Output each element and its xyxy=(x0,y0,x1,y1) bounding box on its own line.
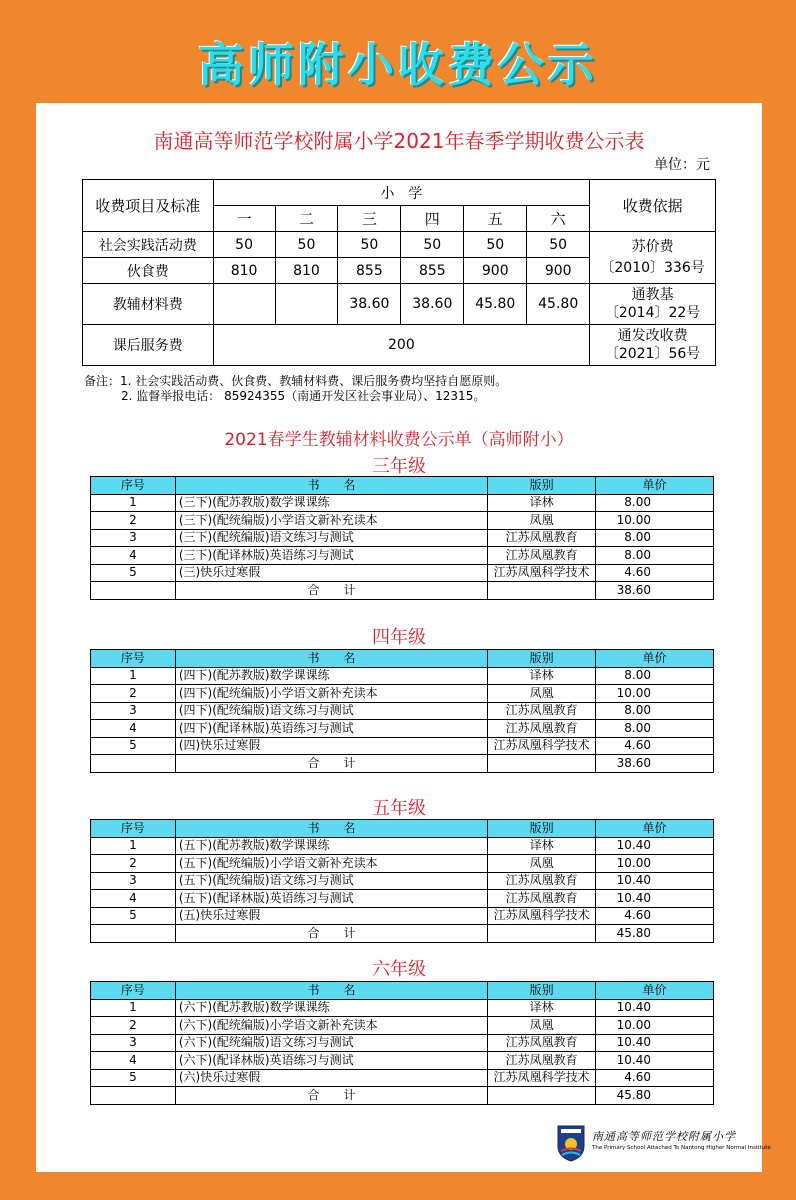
book-table-grade-4 xyxy=(90,649,714,773)
total-label: 合 计 xyxy=(175,582,487,600)
row-price: 8.00 xyxy=(596,667,714,685)
fee-value: 50 xyxy=(401,232,464,258)
fee-basis-line: 〔2010〕336号 xyxy=(600,259,705,276)
table-row xyxy=(91,1069,714,1087)
row-name: (四下)(配统编版)语文练习与测试 xyxy=(175,702,487,720)
row-publisher: 江苏凤凰教育 xyxy=(488,529,596,547)
row-name: (六)快乐过寒假 xyxy=(175,1069,487,1087)
total-blank xyxy=(488,755,596,773)
grade-header: 六 xyxy=(527,206,590,232)
total-blank xyxy=(91,1087,176,1105)
row-publisher: 凤凰 xyxy=(488,685,596,703)
header-publisher: 版别 xyxy=(488,650,596,668)
table-row xyxy=(91,1034,714,1052)
fee-value: 38.60 xyxy=(338,284,401,325)
row-no: 3 xyxy=(91,872,176,890)
fee-item-label: 教辅材料费 xyxy=(83,284,214,325)
row-price: 8.00 xyxy=(596,547,714,565)
header-publisher: 版别 xyxy=(488,982,596,1000)
row-publisher: 江苏凤凰教育 xyxy=(488,872,596,890)
header-price: 单价 xyxy=(596,982,714,1000)
row-price: 10.00 xyxy=(596,685,714,703)
row-publisher: 译林 xyxy=(488,837,596,855)
book-table-grade-5 xyxy=(90,819,714,943)
school-emblem-icon xyxy=(556,1124,586,1162)
total-blank xyxy=(488,925,596,943)
fee-value: 50 xyxy=(275,232,338,258)
grade-header: 三 xyxy=(338,206,401,232)
table-row xyxy=(91,720,714,738)
row-no: 4 xyxy=(91,720,176,738)
grade-title: 三年级 xyxy=(372,456,426,477)
row-name: (五下)(配统编版)小学语文新补充读本 xyxy=(175,855,487,873)
fee-value: 45.80 xyxy=(464,284,527,325)
row-price: 10.40 xyxy=(596,999,714,1017)
row-no: 1 xyxy=(91,667,176,685)
row-price: 8.00 xyxy=(596,720,714,738)
table-row xyxy=(91,872,714,890)
grade-title: 四年级 xyxy=(372,627,426,648)
header-price: 单价 xyxy=(596,820,714,838)
grade-title: 六年级 xyxy=(372,959,426,980)
fee-basis-line: 〔2014〕22号 xyxy=(604,305,701,321)
row-no: 4 xyxy=(91,1052,176,1070)
row-name: (三下)(配苏教版)数学课课练 xyxy=(175,494,487,512)
fee-basis-line: 〔2021〕56号 xyxy=(604,346,701,362)
row-price: 8.00 xyxy=(596,702,714,720)
row-name: (五下)(配苏教版)数学课课练 xyxy=(175,837,487,855)
row-name: (四下)(配统编版)小学语文新补充读本 xyxy=(175,685,487,703)
table-header-row xyxy=(91,477,714,495)
fee-table xyxy=(82,179,716,366)
header-price: 单价 xyxy=(596,477,714,495)
row-name: (四)快乐过寒假 xyxy=(175,737,487,755)
row-publisher: 江苏凤凰科学技术 xyxy=(488,737,596,755)
row-price: 10.00 xyxy=(596,512,714,530)
table-row xyxy=(91,737,714,755)
row-price: 10.40 xyxy=(596,872,714,890)
row-no: 2 xyxy=(91,1017,176,1035)
fee-item-label: 课后服务费 xyxy=(83,325,214,366)
total-row xyxy=(91,755,714,773)
header-name: 书 名 xyxy=(175,820,487,838)
total-blank xyxy=(488,1087,596,1105)
total-blank xyxy=(91,582,176,600)
row-no: 4 xyxy=(91,890,176,908)
row-publisher: 江苏凤凰教育 xyxy=(488,547,596,565)
row-price: 8.00 xyxy=(596,494,714,512)
row-price: 10.40 xyxy=(596,837,714,855)
table-row xyxy=(91,529,714,547)
total-value: 45.80 xyxy=(596,925,714,943)
fee-basis-3 xyxy=(590,325,716,366)
table-row xyxy=(91,837,714,855)
row-price: 4.60 xyxy=(596,737,714,755)
total-label: 合 计 xyxy=(175,755,487,773)
row-name: (六下)(配统编版)语文练习与测试 xyxy=(175,1034,487,1052)
total-row xyxy=(91,1087,714,1105)
total-row xyxy=(91,582,714,600)
fee-value: 50 xyxy=(464,232,527,258)
fee-table-title: 南通高等师范学校附属小学2021年春季学期收费公示表 xyxy=(153,129,645,153)
row-name: (五下)(配统编版)语文练习与测试 xyxy=(175,872,487,890)
fee-value: 50 xyxy=(338,232,401,258)
row-publisher: 江苏凤凰教育 xyxy=(488,1034,596,1052)
table-row xyxy=(91,702,714,720)
fee-value: 810 xyxy=(213,258,275,284)
table-header-row xyxy=(91,982,714,1000)
row-publisher: 凤凰 xyxy=(488,512,596,530)
note-line: 2. 监督举报电话： 85924355（南通开发区社会事业局）、12315。 xyxy=(121,389,486,403)
row-price: 10.00 xyxy=(596,855,714,873)
row-name: (四下)(配译林版)英语练习与测试 xyxy=(175,720,487,738)
row-publisher: 凤凰 xyxy=(488,1017,596,1035)
table-row xyxy=(91,907,714,925)
grade-header: 四 xyxy=(401,206,464,232)
row-price: 4.60 xyxy=(596,907,714,925)
row-no: 5 xyxy=(91,907,176,925)
row-no: 1 xyxy=(91,999,176,1017)
row-publisher: 江苏凤凰教育 xyxy=(488,890,596,908)
row-name: (五下)(配译林版)英语练习与测试 xyxy=(175,890,487,908)
header-no: 序号 xyxy=(91,982,176,1000)
row-no: 2 xyxy=(91,512,176,530)
table-row xyxy=(91,999,714,1017)
row-no: 3 xyxy=(91,1034,176,1052)
fee-basis-line: 苏价费 xyxy=(631,238,674,255)
row-publisher: 译林 xyxy=(488,667,596,685)
fee-value: 200 xyxy=(213,325,590,366)
table-row xyxy=(91,494,714,512)
total-label: 合 计 xyxy=(175,925,487,943)
row-name: (四下)(配苏教版)数学课课练 xyxy=(175,667,487,685)
header-publisher: 版别 xyxy=(488,820,596,838)
row-name: (三下)(配译林版)英语练习与测试 xyxy=(175,547,487,565)
row-publisher: 江苏凤凰科学技术 xyxy=(488,564,596,582)
row-price: 10.40 xyxy=(596,890,714,908)
header-no: 序号 xyxy=(91,820,176,838)
fee-notice-sheet xyxy=(36,103,771,1172)
table-row xyxy=(91,564,714,582)
row-price: 4.60 xyxy=(596,564,714,582)
row-publisher: 凤凰 xyxy=(488,855,596,873)
fee-value: 900 xyxy=(464,258,527,284)
total-value: 38.60 xyxy=(596,755,714,773)
row-price: 10.40 xyxy=(596,1052,714,1070)
row-name: (三下)(配统编版)小学语文新补充读本 xyxy=(175,512,487,530)
total-blank xyxy=(91,755,176,773)
fee-value: 50 xyxy=(527,232,590,258)
total-row xyxy=(91,925,714,943)
row-no: 3 xyxy=(91,702,176,720)
grade-header: 五 xyxy=(464,206,527,232)
table-header-row xyxy=(91,820,714,838)
fee-item-label: 社会实践活动费 xyxy=(83,232,214,258)
table-row xyxy=(91,547,714,565)
header-name: 书 名 xyxy=(175,650,487,668)
fee-basis-2 xyxy=(590,284,716,325)
row-no: 2 xyxy=(91,855,176,873)
header-price: 单价 xyxy=(596,650,714,668)
total-blank xyxy=(488,582,596,600)
fee-basis-line: 通发改收费 xyxy=(617,328,688,344)
row-name: (六下)(配译林版)英语练习与测试 xyxy=(175,1052,487,1070)
row-publisher: 江苏凤凰教育 xyxy=(488,702,596,720)
grade-title: 五年级 xyxy=(372,798,426,819)
table-row xyxy=(91,512,714,530)
row-name: (三下)(配统编版)语文练习与测试 xyxy=(175,529,487,547)
basis-header: 收费依据 xyxy=(590,180,716,232)
row-name: (六下)(配苏教版)数学课课练 xyxy=(175,999,487,1017)
row-name: (五)快乐过寒假 xyxy=(175,907,487,925)
fee-value: 855 xyxy=(401,258,464,284)
header-no: 序号 xyxy=(91,477,176,495)
row-publisher: 江苏凤凰教育 xyxy=(488,1052,596,1070)
row-price: 8.00 xyxy=(596,529,714,547)
fee-value: 900 xyxy=(527,258,590,284)
row-publisher: 江苏凤凰科学技术 xyxy=(488,1069,596,1087)
fee-value: 855 xyxy=(338,258,401,284)
materials-notice-title: 2021春学生教辅材料收费公示单（高师附小） xyxy=(224,430,574,450)
table-header-row xyxy=(91,650,714,668)
total-value: 45.80 xyxy=(596,1087,714,1105)
fee-value xyxy=(275,284,338,325)
grade-header: 一 xyxy=(213,206,275,232)
row-no: 3 xyxy=(91,529,176,547)
table-row xyxy=(91,1017,714,1035)
row-name: (三)快乐过寒假 xyxy=(175,564,487,582)
row-no: 2 xyxy=(91,685,176,703)
header-no: 序号 xyxy=(91,650,176,668)
row-price: 10.40 xyxy=(596,1034,714,1052)
unit-label: 单位：元 xyxy=(654,157,710,173)
note-line: 备注：1. 社会实践活动费、伙食费、教辅材料费、课后服务费均坚持自愿原则。 xyxy=(84,374,508,388)
page-banner-title: 高师附小收费公示 xyxy=(198,38,598,92)
table-row xyxy=(91,685,714,703)
fee-value: 38.60 xyxy=(401,284,464,325)
row-price: 4.60 xyxy=(596,1069,714,1087)
row-publisher: 江苏凤凰科学技术 xyxy=(488,907,596,925)
row-no: 5 xyxy=(91,564,176,582)
total-value: 38.60 xyxy=(596,582,714,600)
row-no: 4 xyxy=(91,547,176,565)
row-no: 1 xyxy=(91,494,176,512)
total-blank xyxy=(91,925,176,943)
row-no: 5 xyxy=(91,737,176,755)
school-name-en: The Primary School Attached To Nantong Higher Normal Institute xyxy=(592,1145,771,1151)
row-no: 1 xyxy=(91,837,176,855)
grade-header: 二 xyxy=(275,206,338,232)
table-row xyxy=(91,1052,714,1070)
row-name: (六下)(配统编版)小学语文新补充读本 xyxy=(175,1017,487,1035)
fee-value: 50 xyxy=(213,232,275,258)
book-table-grade-3 xyxy=(90,476,714,600)
fee-item-label: 伙食费 xyxy=(83,258,214,284)
row-publisher: 江苏凤凰教育 xyxy=(488,720,596,738)
school-name-cn: 南通高等师范学校附属小学 xyxy=(592,1130,736,1143)
book-table-grade-6 xyxy=(90,981,714,1105)
item-header: 收费项目及标准 xyxy=(83,180,214,232)
fee-value: 810 xyxy=(275,258,338,284)
header-name: 书 名 xyxy=(175,477,487,495)
school-header: 小 学 xyxy=(213,180,590,206)
fee-value: 45.80 xyxy=(527,284,590,325)
header-publisher: 版别 xyxy=(488,477,596,495)
header-name: 书 名 xyxy=(175,982,487,1000)
row-publisher: 译林 xyxy=(488,999,596,1017)
fee-value xyxy=(213,284,275,325)
row-no: 5 xyxy=(91,1069,176,1087)
notes xyxy=(84,374,507,404)
fee-basis-line: 通教基 xyxy=(631,287,674,303)
table-row xyxy=(91,667,714,685)
row-price: 10.00 xyxy=(596,1017,714,1035)
total-label: 合 计 xyxy=(175,1087,487,1105)
table-row xyxy=(91,890,714,908)
row-publisher: 译林 xyxy=(488,494,596,512)
fee-basis-1 xyxy=(590,232,716,284)
school-logo xyxy=(556,1124,771,1164)
table-row xyxy=(91,855,714,873)
